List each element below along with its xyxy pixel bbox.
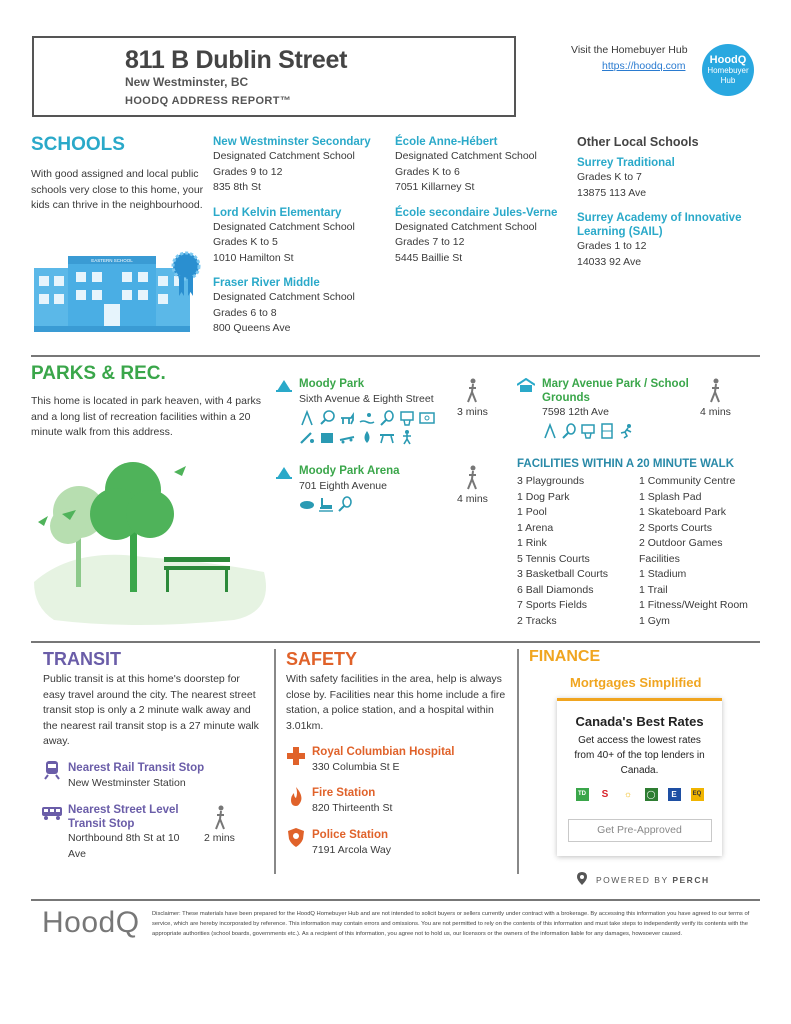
park-name[interactable]: Moody Park (299, 378, 365, 390)
walk-time: 4 mins (457, 493, 488, 505)
divider (31, 899, 760, 901)
fitness-icon (399, 429, 415, 445)
school-address: 800 Queens Ave (213, 322, 291, 334)
school-name[interactable]: École Anne-Hébert (395, 136, 498, 148)
school-address: 5445 Baillie St (395, 251, 463, 264)
school-address: 7051 Killarney St (395, 181, 475, 193)
park-address: 701 Eighth Avenue (299, 480, 387, 492)
school-col-2 (395, 135, 557, 266)
school-building-illustration (34, 248, 204, 334)
fire-title[interactable]: Fire Station (312, 787, 376, 799)
other-schools (577, 134, 747, 270)
facility-item: 6 Ball Diamonds (517, 583, 594, 596)
school-name[interactable]: École secondaire Jules-Verne (395, 206, 558, 219)
location-pin-icon (577, 872, 587, 885)
facility-item: 1 Trail (639, 583, 668, 596)
tennis-racket-icon (379, 410, 395, 426)
facility-item: 3 Basketball Courts (517, 568, 609, 580)
powered-by: POWERED BY PERCH (596, 875, 710, 885)
facilities-right (639, 474, 764, 629)
td-logo: TD (576, 788, 589, 801)
park-icon (276, 465, 292, 479)
hub-link[interactable]: https://hoodq.com (602, 60, 686, 72)
facility-item: 7 Sports Fields (517, 599, 588, 611)
school-type: Designated Catchment School (395, 220, 537, 233)
school-address: 13875 113 Ave (577, 186, 647, 199)
rail-title[interactable]: Nearest Rail Transit Stop (68, 762, 205, 774)
equitable-logo: E (668, 788, 681, 801)
school-address: 14033 92 Ave (577, 255, 642, 268)
park-address: 7598 12th Ave (542, 406, 609, 418)
hoodq-logo: HoodQ (42, 906, 140, 939)
walk-icon (464, 465, 482, 491)
school-address: 835 8th St (213, 181, 261, 193)
park-icon (517, 378, 535, 392)
park-amenities (299, 410, 449, 445)
facility-item: 1 Stadium (639, 568, 687, 580)
bus-icon (42, 806, 62, 820)
facility-item: 2 Tracks (517, 614, 557, 627)
walk-time: 2 mins (204, 832, 235, 844)
track-icon (618, 423, 634, 439)
park-name[interactable]: Moody Park Arena (299, 465, 400, 477)
walk-time: 4 mins (700, 406, 731, 418)
pool-icon (359, 410, 375, 426)
facilities-left (517, 474, 637, 629)
school-type: Designated Catchment School (395, 150, 537, 162)
park-icon (276, 378, 292, 392)
school-name[interactable]: Surrey Traditional (577, 157, 675, 169)
park-amenities (542, 423, 634, 439)
walk-time: 3 mins (457, 406, 488, 418)
basketball-icon (580, 423, 596, 439)
fire-address: 820 Thirteenth St (312, 802, 393, 814)
police-title[interactable]: Police Station (312, 829, 389, 841)
desjardins-logo: ◯ (645, 788, 658, 801)
baseball-icon (299, 429, 315, 445)
finance-subtitle: Mortgages Simplified (570, 675, 702, 690)
safety-title: SAFETY (286, 649, 358, 669)
pre-approved-button[interactable]: Get Pre-Approved (568, 819, 712, 842)
school-name[interactable]: Surrey Academy of Innovative Learning (SAIL) (577, 212, 742, 238)
facility-item: 3 Playgrounds (517, 475, 585, 487)
tennis-racket-icon (337, 496, 353, 512)
school-name[interactable]: Lord Kelvin Elementary (213, 206, 342, 219)
school-grades: Grades K to 6 (395, 165, 460, 178)
divider (31, 641, 760, 643)
school-type: Designated Catchment School (213, 220, 355, 233)
transit-desc: Public transit is at this home's doorstep for easy travel around the city. The nearest street transit stop is only a 2 minute walk away and the nearest rail transit stop is a 27 minute walk away. (43, 673, 259, 747)
playground-icon (299, 410, 315, 426)
facility-item: 1 Dog Park (517, 490, 570, 503)
facility-item: 1 Skateboard Park (639, 506, 726, 518)
transit-title: TRANSIT (43, 649, 121, 669)
tennis-racket-icon (561, 423, 577, 439)
skateboard-icon (339, 429, 355, 445)
school-type: Designated Catchment School (213, 291, 355, 303)
disclaimer: Disclaimer: These materials have been prepared for the HoodQ Homebuyer Hub and are not intended to solicit buyers or sellers currently under contract with a brokerage. By accessing this information you have agreed to our terms of service, which are hereby incorporated by reference. This information may contain errors and omissions. You are not permitted to rely on the contents of this information and must take steps to independently verify its contents with the appropriate authorities (school boards, governments etc.). As a recipient of this information, you agree not to hold us, our licensors or the owners of the information liable for any damages, howsoever caused. (152, 911, 750, 937)
parks-title: PARKS & REC. (31, 363, 166, 384)
school-name[interactable]: Fraser River Middle (213, 277, 320, 289)
field-icon (419, 410, 435, 426)
school-grades: Grades 1 to 12 (577, 240, 647, 252)
skate-icon (318, 496, 334, 512)
school-grades: Grades K to 5 (213, 236, 278, 248)
school-name[interactable]: New Westminster Secondary (213, 136, 371, 148)
hub-badge[interactable]: HoodQ Homebuyer Hub (702, 44, 754, 96)
school-sign: EASTERN SCHOOL (91, 258, 133, 263)
field-icon (599, 423, 615, 439)
park-illustration (34, 452, 274, 632)
splash-pad-icon (359, 429, 375, 445)
hospital-title[interactable]: Royal Columbian Hospital (312, 746, 455, 758)
train-icon (44, 760, 60, 780)
schools-title: SCHOOLS (31, 134, 125, 155)
schools-desc: With good assigned and local public schools very close to this home, your kids can thrive in the neighbourhood. (31, 168, 204, 211)
police-icon (288, 828, 304, 847)
address-title: 811 B Dublin Street (125, 46, 348, 74)
school-address: 1010 Hamilton St (213, 251, 294, 264)
city: New Westminster, BC (125, 75, 249, 89)
dog-park-icon (339, 410, 355, 426)
rail-name: New Westminster Station (68, 777, 186, 789)
divider (31, 355, 760, 357)
eq-logo: EQ (691, 788, 704, 801)
school-grades: Grades K to 7 (577, 171, 642, 183)
scotia-logo: S (601, 789, 609, 800)
facility-item: 2 Sports Courts (639, 521, 712, 534)
school-grades: Grades 6 to 8 (213, 306, 277, 319)
fire-icon (289, 787, 303, 807)
park-name[interactable]: Mary Avenue Park / School Grounds (542, 378, 689, 404)
walk-icon (464, 378, 482, 404)
rates-card (557, 698, 722, 856)
card-title: Canada's Best Rates (575, 714, 704, 729)
facility-item: 1 Gym (639, 614, 670, 627)
hospital-address: 330 Columbia St E (312, 761, 400, 773)
walk-icon (212, 805, 230, 831)
bank-logos (557, 788, 722, 801)
hospital-icon (287, 747, 305, 765)
facilities-title: FACILITIES WITHIN A 20 MINUTE WALK (517, 458, 735, 470)
tennis-icon (319, 410, 335, 426)
report-label: HOODQ ADDRESS REPORT™ (125, 95, 292, 107)
divider-vertical (517, 649, 519, 874)
park-amenities (299, 496, 353, 512)
safety-desc: With safety facilities in the area, help is always close by. Facilities near this home include a fire station, a police station, and a hospital within 3.01km. (286, 673, 506, 732)
other-schools-title: Other Local Schools (577, 135, 699, 149)
facility-item: 1 Splash Pad (639, 490, 702, 503)
school-col-1 (213, 135, 371, 337)
police-address: 7191 Arcola Way (312, 844, 391, 856)
street-name: Northbound 8th St at 10 Ave (68, 832, 180, 860)
facility-item: 1 Pool (517, 506, 547, 518)
playground-icon (542, 423, 558, 439)
facility-item: 1 Fitness/Weight Room (639, 599, 748, 611)
park-address: Sixth Avenue & Eighth Street (299, 393, 434, 405)
divider-vertical (274, 649, 276, 874)
basketball-icon (399, 410, 415, 426)
hub-text: Visit the Homebuyer Hub (571, 44, 688, 56)
school-grades: Grades 9 to 12 (213, 165, 283, 178)
stadium-icon (319, 429, 335, 445)
street-title[interactable]: Nearest Street Level Transit Stop (68, 804, 179, 830)
bmo-logo: ☼ (623, 789, 633, 799)
facility-item: 1 Community Centre (639, 475, 736, 487)
walk-icon (707, 378, 725, 404)
facility-item: 1 Rink (517, 537, 547, 549)
facility-item: 1 Arena (517, 521, 554, 534)
school-grades: Grades 7 to 12 (395, 236, 465, 248)
rink-icon (299, 496, 315, 512)
parks-desc: This home is located in park heaven, with 4 parks and a long list of recreation facilities within a 20 minute walk from this address. (31, 395, 261, 438)
school-type: Designated Catchment School (213, 150, 355, 162)
picnic-icon (379, 429, 395, 445)
card-text: Get access the lowest rates from 40+ of the top lenders in Canada. (574, 735, 705, 776)
facility-item: 5 Tennis Courts (517, 552, 590, 565)
facility-item: 2 Outdoor Games Facilities (639, 537, 723, 565)
finance-title: FINANCE (529, 648, 601, 665)
